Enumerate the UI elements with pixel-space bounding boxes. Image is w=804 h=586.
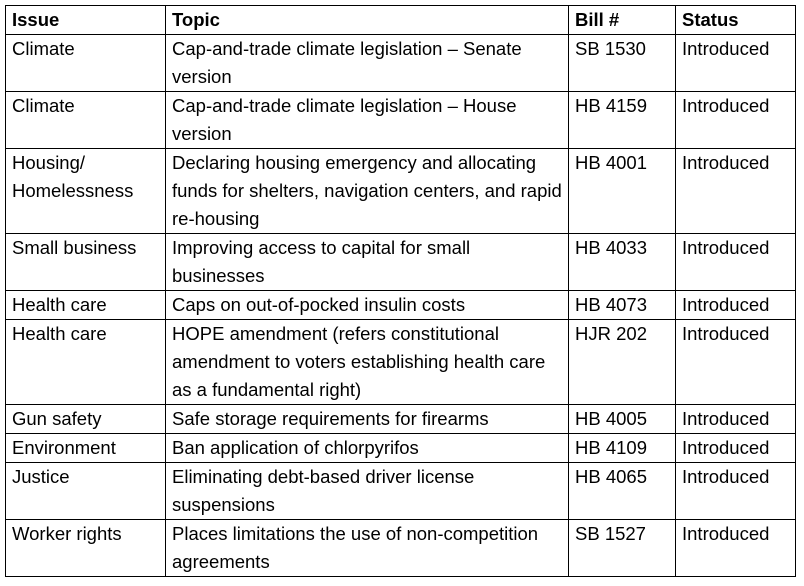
cell-bill: HB 4159	[569, 92, 676, 149]
cell-issue: Worker rights	[6, 520, 166, 577]
cell-topic: Eliminating debt-based driver license suspensions	[166, 463, 569, 520]
cell-topic: Cap-and-trade climate legislation – House version	[166, 92, 569, 149]
cell-issue: Small business	[6, 234, 166, 291]
cell-issue: Environment	[6, 434, 166, 463]
cell-issue: Gun safety	[6, 405, 166, 434]
cell-status: Introduced	[676, 434, 796, 463]
cell-issue: Justice	[6, 463, 166, 520]
header-status: Status	[676, 6, 796, 35]
cell-issue: Health care	[6, 320, 166, 405]
header-bill-number: Bill #	[569, 6, 676, 35]
header-issue: Issue	[6, 6, 166, 35]
cell-issue: Climate	[6, 92, 166, 149]
cell-status: Introduced	[676, 149, 796, 234]
cell-topic: HOPE amendment (refers constitutional amendment to voters establishing health care as a fundamental right)	[166, 320, 569, 405]
cell-bill: SB 1530	[569, 35, 676, 92]
bill-table	[5, 5, 796, 577]
cell-bill: HJR 202	[569, 320, 676, 405]
table-row	[6, 463, 796, 520]
cell-topic: Safe storage requirements for firearms	[166, 405, 569, 434]
cell-topic: Places limitations the use of non-competition agreements	[166, 520, 569, 577]
cell-issue: Housing/ Homelessness	[6, 149, 166, 234]
bill-table-container	[5, 5, 796, 577]
cell-bill: HB 4005	[569, 405, 676, 434]
table-row	[6, 234, 796, 291]
cell-status: Introduced	[676, 291, 796, 320]
cell-topic: Ban application of chlorpyrifos	[166, 434, 569, 463]
cell-topic: Improving access to capital for small businesses	[166, 234, 569, 291]
table-header-row	[6, 6, 796, 35]
table-row	[6, 291, 796, 320]
cell-bill: HB 4033	[569, 234, 676, 291]
cell-status: Introduced	[676, 320, 796, 405]
table-row	[6, 434, 796, 463]
cell-status: Introduced	[676, 463, 796, 520]
cell-status: Introduced	[676, 92, 796, 149]
cell-topic: Caps on out-of-pocked insulin costs	[166, 291, 569, 320]
cell-status: Introduced	[676, 35, 796, 92]
cell-bill: HB 4073	[569, 291, 676, 320]
cell-topic: Declaring housing emergency and allocating funds for shelters, navigation centers, and rapid re-housing	[166, 149, 569, 234]
table-row	[6, 520, 796, 577]
cell-status: Introduced	[676, 405, 796, 434]
cell-bill: SB 1527	[569, 520, 676, 577]
table-row	[6, 149, 796, 234]
table-row	[6, 405, 796, 434]
table-row	[6, 35, 796, 92]
cell-issue: Health care	[6, 291, 166, 320]
cell-status: Introduced	[676, 520, 796, 577]
cell-topic: Cap-and-trade climate legislation – Senate version	[166, 35, 569, 92]
cell-bill: HB 4109	[569, 434, 676, 463]
cell-bill: HB 4065	[569, 463, 676, 520]
table-row	[6, 320, 796, 405]
header-topic: Topic	[166, 6, 569, 35]
cell-status: Introduced	[676, 234, 796, 291]
cell-issue: Climate	[6, 35, 166, 92]
cell-bill: HB 4001	[569, 149, 676, 234]
table-row	[6, 92, 796, 149]
